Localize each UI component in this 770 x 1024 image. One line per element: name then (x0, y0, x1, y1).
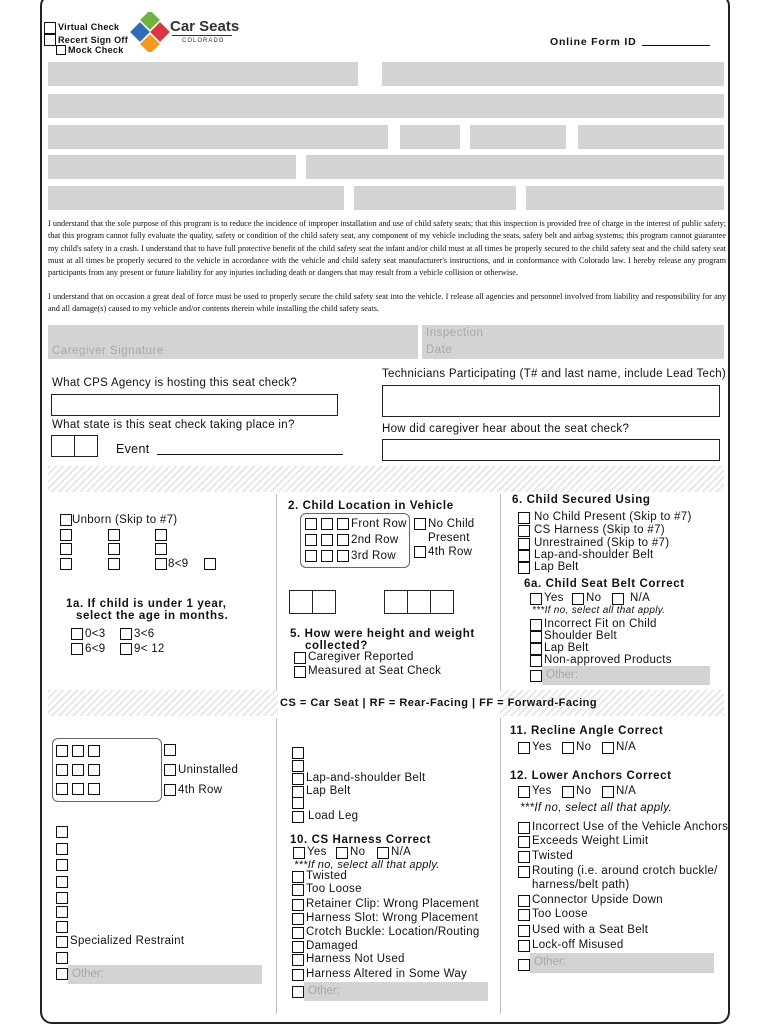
q12-other-field[interactable]: Other: (530, 953, 714, 973)
front-row-left-checkbox[interactable] (305, 518, 317, 530)
q1a-title-1: 1a. If child is under 1 year, (66, 598, 227, 610)
seat-checkbox[interactable] (88, 745, 100, 757)
cps-agency-input[interactable] (51, 394, 338, 416)
seat-checkbox[interactable] (56, 783, 68, 795)
q10-title: 10. CS Harness Correct (290, 834, 432, 846)
q12-option-label: Routing (i.e. around crotch buckle/ (532, 865, 718, 877)
q6-option-label: Lap Belt (534, 561, 579, 573)
q6-option-label: Lap-and-shoulder Belt (534, 549, 654, 561)
field-county[interactable] (578, 125, 724, 149)
uninstalled-label: Uninstalled (178, 764, 239, 776)
fourth-row-checkbox-2[interactable] (164, 784, 176, 796)
q6a-na-checkbox[interactable] (612, 593, 624, 605)
q10-option-label: Twisted (306, 870, 348, 882)
q12-no-checkbox[interactable] (562, 786, 574, 798)
front-row-label: Front Row (351, 518, 407, 530)
q10-other-field[interactable]: Other: (304, 982, 488, 1001)
second-row-right-checkbox[interactable] (337, 534, 349, 546)
incorrect-fit-checkbox[interactable] (530, 619, 542, 631)
q12-other-checkbox[interactable] (518, 959, 530, 971)
routing-checkbox[interactable] (518, 866, 530, 878)
mock-check-label: Mock Check (68, 45, 124, 55)
q10-if-no-note: ***If no, select all that apply. (294, 859, 440, 871)
q6a-option-label: Non-approved Products (544, 654, 672, 666)
q11-na-checkbox[interactable] (602, 742, 614, 754)
lap-belt-install-label: Lap Belt (306, 785, 351, 797)
no-child-present-checkbox[interactable] (414, 518, 426, 530)
incorrect-anchors-checkbox[interactable] (518, 822, 530, 834)
exceeds-weight-checkbox[interactable] (518, 836, 530, 848)
virtual-check-label: Virtual Check (58, 22, 120, 32)
second-row-label: 2nd Row (351, 534, 399, 546)
damaged-checkbox[interactable] (292, 941, 304, 953)
weight-input-2[interactable] (407, 590, 431, 614)
month-0-3-label: 0<3 (85, 628, 106, 640)
state-input-2[interactable] (74, 435, 98, 457)
q12-option-label: Connector Upside Down (532, 894, 663, 906)
q10-no-checkbox[interactable] (336, 847, 348, 859)
second-row-left-checkbox[interactable] (305, 534, 317, 546)
q11-na-label: N/A (616, 741, 637, 753)
lap-shoulder-belt-install-checkbox[interactable] (292, 773, 304, 785)
age-checkbox[interactable] (204, 558, 216, 570)
divider-right (500, 494, 501, 694)
shoulder-belt-checkbox[interactable] (530, 631, 542, 643)
legend-bar-text: CS = Car Seat | RF = Rear-Facing | FF = Forward-Facing (280, 697, 598, 709)
q2-title: 2. Child Location in Vehicle (288, 500, 454, 512)
q10-yes-label: Yes (307, 846, 327, 858)
q6a-yes-label: Yes (544, 592, 564, 604)
month-3-6-checkbox[interactable] (120, 628, 132, 640)
q12-option-label: Lock-off Misused (532, 939, 624, 951)
age-checkbox[interactable] (60, 529, 72, 541)
seat-checkbox[interactable] (72, 783, 84, 795)
field-zip[interactable] (470, 125, 566, 149)
lap-belt-checkbox[interactable] (518, 562, 530, 574)
q12-title: 12. Lower Anchors Correct (510, 770, 672, 782)
seat-checkbox[interactable] (164, 744, 176, 756)
q10-other-checkbox[interactable] (292, 986, 304, 998)
virtual-check-checkbox[interactable] (44, 22, 56, 34)
q6a-title: 6a. Child Seat Belt Correct (524, 578, 685, 590)
inspection-date-label-2: Date (426, 344, 453, 356)
q10-option-label: Damaged (306, 940, 358, 952)
harness-twisted-checkbox[interactable] (292, 871, 304, 883)
cps-agency-question: What CPS Agency is hosting this seat check? (52, 377, 297, 389)
q10-na-checkbox[interactable] (377, 847, 389, 859)
q6a-na-label: N/A (630, 592, 651, 604)
seat-checkbox[interactable] (56, 764, 68, 776)
age-checkbox[interactable] (108, 529, 120, 541)
restraint-checkbox[interactable] (56, 859, 68, 871)
restraint-checkbox[interactable] (56, 921, 68, 933)
lower-section-header (48, 690, 278, 716)
field-vehicle-year[interactable] (526, 186, 724, 210)
age-checkbox[interactable] (60, 543, 72, 555)
q6-option-label: No Child Present (Skip to #7) (534, 511, 692, 523)
lower-left-other-checkbox[interactable] (56, 968, 68, 980)
field-vehicle-model[interactable] (354, 186, 516, 210)
q11-yes-checkbox[interactable] (518, 742, 530, 754)
month-6-9-checkbox[interactable] (71, 643, 83, 655)
q10-option-label: Retainer Clip: Wrong Placement (306, 898, 480, 910)
crotch-buckle-checkbox[interactable] (292, 927, 304, 939)
q6-option-label: CS Harness (Skip to #7) (534, 524, 665, 536)
age-checkbox[interactable] (155, 529, 167, 541)
caregiver-signature-label: Caregiver Signature (52, 345, 164, 357)
q12-option-label: Twisted (532, 850, 574, 862)
age-8-9-checkbox[interactable] (155, 558, 167, 570)
restraint-checkbox[interactable] (56, 826, 68, 838)
installation-checkbox[interactable] (292, 747, 304, 759)
q10-option-label: Too Loose (306, 883, 362, 895)
caregiver-reported-checkbox[interactable] (294, 652, 306, 664)
installation-checkbox[interactable] (292, 760, 304, 772)
online-form-id-label: Online Form ID (550, 36, 637, 48)
front-row-middle-checkbox[interactable] (321, 518, 333, 530)
q12-no-label: No (576, 785, 592, 797)
waiver-paragraph-1: I understand that the sole purpose of this program is to reduce the incidence of improper installation and use of child safety seats; that this inspection is provided free of charge in the interest of public safety; that this program cannot fully evaluate the quality, safety or condition of the child safety seat, any component of my vehicle including the seats, safety belt and airbag systems; this program cannot guarantee my child's safety in a crash. I understand that to have full protective benefit of the child safety seat the infant and/or child must at all times be properly secured to the child safety seat and the child safety seat must at all times be properly secured to the vehicle in accordance with the vehicle and child safety seat manufacturer's instructions, and in conformance with Colorado law. I hereby release any program participants from any present or future liability for any injuries including death or dangers that may result from a vehicle collision or otherwise. (48, 219, 726, 278)
hear-question: How did caregiver hear about the seat check? (382, 423, 630, 435)
q6a-no-label: No (586, 592, 602, 604)
third-row-middle-checkbox[interactable] (321, 550, 333, 562)
q10-option-label: Harness Altered in Some Way (306, 968, 468, 980)
field-state[interactable] (400, 125, 460, 149)
state-input-1[interactable] (51, 435, 75, 457)
anchors-twisted-checkbox[interactable] (518, 851, 530, 863)
seat-checkbox[interactable] (72, 745, 84, 757)
q1a-title-2: select the age in months. (76, 610, 229, 622)
age-8-9-label: 8<9 (168, 558, 189, 570)
third-row-left-checkbox[interactable] (305, 550, 317, 562)
lap-shoulder-belt-checkbox[interactable] (518, 550, 530, 562)
q6a-lap-belt-checkbox[interactable] (530, 643, 542, 655)
harness-altered-checkbox[interactable] (292, 969, 304, 981)
third-row-right-checkbox[interactable] (337, 550, 349, 562)
q10-option-label: Harness Not Used (306, 953, 405, 965)
harness-slot-checkbox[interactable] (292, 913, 304, 925)
logo-subtitle: COLORADO (182, 38, 225, 44)
seat-checkbox[interactable] (88, 764, 100, 776)
waiver-paragraph-2: I understand that on occasion a great deal of force must be used to properly secure the child safety seat into the vehicle. I release all agencies and personnel involved from liability and responsibility for any and all damage(s) caused to my vehicle and/or contents therein while installing the child safety seats. (48, 292, 726, 314)
q6a-yes-checkbox[interactable] (530, 593, 542, 605)
mock-check-checkbox[interactable] (56, 45, 66, 55)
q12-na-label: N/A (616, 785, 637, 797)
q6-title: 6. Child Secured Using (512, 494, 651, 506)
q12-if-no-note: ***If no, select all that apply. (520, 802, 672, 814)
divider-lower-left (276, 718, 277, 1014)
q6a-no-checkbox[interactable] (572, 593, 584, 605)
q6a-option-label: Incorrect Fit on Child (544, 618, 657, 630)
measured-label: Measured at Seat Check (308, 665, 442, 677)
anchors-too-loose-checkbox[interactable] (518, 909, 530, 921)
installation-checkbox[interactable] (292, 797, 304, 809)
month-9-12-checkbox[interactable] (120, 643, 132, 655)
field-vehicle-make[interactable] (48, 186, 344, 210)
age-checkbox[interactable] (60, 558, 72, 570)
restraint-checkbox[interactable] (56, 952, 68, 964)
third-row-label: 3rd Row (351, 550, 396, 562)
unborn-label: Unborn (Skip to #7) (72, 514, 178, 526)
technicians-label: Technicians Participating (T# and last name, include Lead Tech) (382, 368, 727, 380)
q11-yes-label: Yes (532, 741, 552, 753)
q6a-other-checkbox[interactable] (530, 670, 542, 682)
logo-title: Car Seats (170, 18, 240, 35)
load-leg-checkbox[interactable] (292, 811, 304, 823)
lap-shoulder-belt-install-label: Lap-and-shoulder Belt (306, 772, 426, 784)
age-checkbox[interactable] (108, 558, 120, 570)
non-approved-products-checkbox[interactable] (530, 655, 542, 667)
month-6-9-label: 6<9 (85, 643, 106, 655)
q12-na-checkbox[interactable] (602, 786, 614, 798)
seat-checkbox[interactable] (56, 745, 68, 757)
second-row-middle-checkbox[interactable] (321, 534, 333, 546)
front-row-right-checkbox[interactable] (337, 518, 349, 530)
q12-yes-label: Yes (532, 785, 552, 797)
weight-input-3[interactable] (430, 590, 454, 614)
unborn-checkbox[interactable] (60, 514, 72, 526)
divider-left (276, 494, 277, 694)
lock-off-misused-checkbox[interactable] (518, 940, 530, 952)
fourth-row-label-2: 4th Row (178, 784, 223, 796)
specialized-restraint-label: Specialized Restraint (70, 935, 185, 947)
harness-not-used-checkbox[interactable] (292, 954, 304, 966)
q12-option-label: Used with a Seat Belt (532, 924, 649, 936)
q11-title: 11. Recline Angle Correct (510, 725, 664, 737)
seat-position-diagram-2 (52, 738, 162, 802)
no-child-label-2: Present (428, 532, 470, 544)
no-child-present-checkbox[interactable] (518, 512, 530, 524)
divider-lower-right (500, 718, 501, 1014)
restraint-checkbox[interactable] (56, 876, 68, 888)
q12-option-label-cont: harness/belt path) (532, 879, 630, 891)
connector-upside-down-checkbox[interactable] (518, 895, 530, 907)
recert-sign-off-label: Recert Sign Off (58, 35, 129, 45)
harness-too-loose-checkbox[interactable] (292, 884, 304, 896)
cs-harness-checkbox[interactable] (518, 525, 530, 537)
q5-title-2: collected? (305, 640, 368, 652)
q10-option-label: Crotch Buckle: Location/Routing (306, 926, 480, 938)
q12-option-label: Incorrect Use of the Vehicle Anchors (532, 821, 729, 833)
q6-option-label: Unrestrained (Skip to #7) (534, 537, 670, 549)
q12-yes-checkbox[interactable] (518, 786, 530, 798)
retainer-clip-checkbox[interactable] (292, 899, 304, 911)
q10-na-label: N/A (391, 846, 412, 858)
hear-input[interactable] (382, 439, 720, 461)
month-3-6-label: 3<6 (134, 628, 155, 640)
restraint-checkbox[interactable] (56, 843, 68, 855)
event-field[interactable] (157, 454, 343, 455)
uninstalled-checkbox[interactable] (164, 764, 176, 776)
q6a-other-field[interactable]: Other: (542, 666, 710, 685)
age-checkbox[interactable] (108, 543, 120, 555)
used-with-seat-belt-checkbox[interactable] (518, 925, 530, 937)
month-0-3-checkbox[interactable] (71, 628, 83, 640)
q6a-if-no-note: ***If no, select all that apply. (532, 605, 666, 616)
q6a-option-label: Shoulder Belt (544, 630, 617, 642)
q10-yes-checkbox[interactable] (293, 847, 305, 859)
height-input-2[interactable] (312, 590, 336, 614)
online-form-id-field[interactable] (642, 45, 710, 46)
state-question: What state is this seat check taking place in? (52, 419, 295, 431)
load-leg-label: Load Leg (308, 810, 359, 822)
height-input-1[interactable] (289, 590, 313, 614)
q10-no-label: No (350, 846, 366, 858)
restraint-checkbox[interactable] (56, 906, 68, 918)
event-label: Event (116, 442, 150, 456)
field-caregiver-name[interactable] (48, 62, 358, 86)
restraint-checkbox[interactable] (56, 892, 68, 904)
field-city[interactable] (48, 125, 388, 149)
section-header-bar (48, 466, 724, 492)
field-address[interactable] (48, 94, 724, 118)
lower-left-other-field[interactable]: Other: (68, 965, 262, 984)
inspection-date-label-1: Inspection (426, 327, 484, 339)
q12-option-label: Too Loose (532, 908, 588, 920)
q11-no-label: No (576, 741, 592, 753)
unrestrained-checkbox[interactable] (518, 538, 530, 550)
seat-checkbox[interactable] (88, 783, 100, 795)
car-seats-logo-icon (130, 12, 170, 52)
q11-no-checkbox[interactable] (562, 742, 574, 754)
no-child-label-1: No Child (428, 518, 475, 530)
weight-input-1[interactable] (384, 590, 408, 614)
field-phone[interactable] (48, 155, 296, 179)
fourth-row-checkbox[interactable] (414, 546, 426, 558)
specialized-restraint-checkbox[interactable] (56, 936, 68, 948)
q10-option-label: Harness Slot: Wrong Placement (306, 912, 479, 924)
field-email[interactable] (306, 155, 724, 179)
age-checkbox[interactable] (155, 543, 167, 555)
q6a-option-label: Lap Belt (544, 642, 589, 654)
caregiver-reported-label: Caregiver Reported (308, 651, 414, 663)
measured-checkbox[interactable] (294, 666, 306, 678)
seat-checkbox[interactable] (72, 764, 84, 776)
technicians-input[interactable] (382, 385, 720, 417)
logo-rule (172, 35, 232, 36)
month-9-12-label: 9< 12 (134, 643, 165, 655)
q12-option-label: Exceeds Weight Limit (532, 835, 649, 847)
recert-sign-off-checkbox[interactable] (44, 34, 56, 46)
q5-title-1: 5. How were height and weight (290, 628, 475, 640)
fourth-row-label: 4th Row (428, 546, 473, 558)
field-contact[interactable] (382, 62, 724, 86)
